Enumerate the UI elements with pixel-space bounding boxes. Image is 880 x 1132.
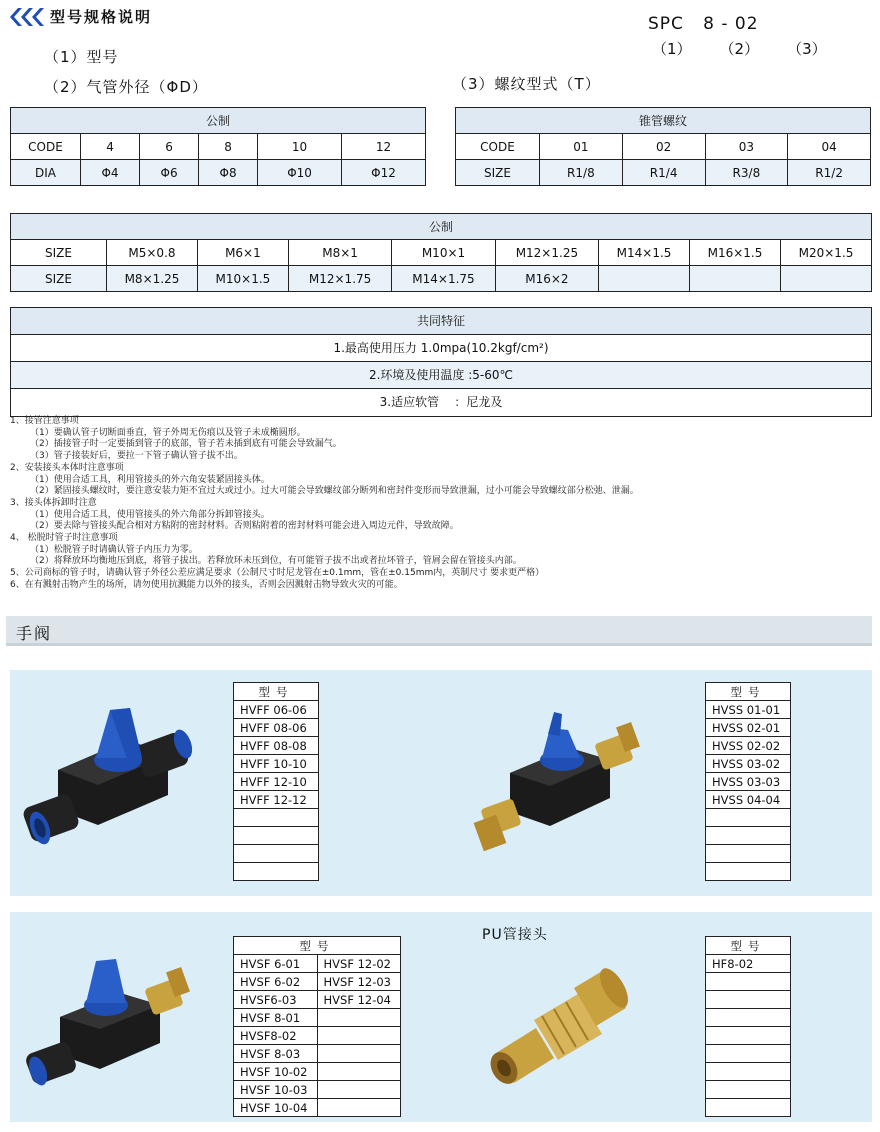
note-item: （1）使用合适工具，利用管接头的外六角安装紧固接头体。: [30, 474, 270, 485]
note-item: （2）紧固接头螺纹时，要注意安装力矩不宜过大或过小。过大可能会导致螺纹部分断列和密封件变形而导致泄漏，过小可能会导致螺纹部分松弛、泄漏。: [30, 486, 639, 497]
model-cell: HVSF 8-03: [234, 1045, 318, 1063]
pu-fitting-icon: [486, 958, 636, 1088]
model-item: （1）型号: [44, 48, 119, 66]
model-cell: [706, 1099, 791, 1117]
model-cell: HVSS 03-02: [706, 755, 791, 773]
section-title: 手阀: [16, 624, 53, 643]
model-cell: HVFF 12-10: [234, 773, 319, 791]
model-cell: HVSF 12-04: [317, 991, 401, 1009]
dia-cell: Φ8: [199, 160, 258, 186]
dia-cell: Φ4: [81, 160, 140, 186]
note-heading: 4、 松脱时管子时注意事项: [10, 533, 118, 544]
feature-hose: 3.适应软管 ：尼龙及: [379, 395, 503, 409]
model-cell: [706, 863, 791, 881]
spc-part-1: （1）: [652, 40, 692, 58]
note-heading: 3、接头体拆卸时注意: [10, 497, 97, 508]
model-cell: [317, 1027, 401, 1045]
model-header: 型号: [234, 937, 401, 955]
code-cell: 12: [342, 134, 426, 160]
feature-temperature: 2.环境及使用温度 :5-60℃: [11, 362, 871, 389]
model-cell: HVSF8-02: [234, 1027, 318, 1045]
note-item: （2）插接管子时一定要插到管子的底部，管子若未插到底有可能会导致漏气。: [30, 439, 342, 450]
model-cell: [706, 1063, 791, 1081]
thread-size-table: [10, 213, 872, 292]
model-cell: HF8-02: [706, 955, 791, 973]
size-cell: M8×1.25: [107, 266, 198, 292]
model-cell: HVSF 8-01: [234, 1009, 318, 1027]
model-cell: [706, 973, 791, 991]
size-label: SIZE: [11, 266, 107, 292]
model-cell: HVSF 12-02: [317, 955, 401, 973]
features-title: 共同特征: [11, 308, 871, 335]
code-cell: 8: [199, 134, 258, 160]
size-cell: [599, 266, 690, 292]
code-cell: 6: [140, 134, 199, 160]
model-cell: HVSS 01-01: [706, 701, 791, 719]
note-item: （2）要去除与管接头配合相对方粘附的密封材料。否则粘附着的密封材料可能会进入周边元件，导致故障。: [30, 521, 459, 532]
note-item: （1）要确认管子切断面垂直，管子外周无伤痕以及管子未成椭圆形。: [30, 427, 306, 438]
model-cell: HVSF6-03: [234, 991, 318, 1009]
model-cell: HVSS 02-01: [706, 719, 791, 737]
model-cell: HVSF 10-03: [234, 1081, 318, 1099]
size-cell: M14×1.75: [392, 266, 495, 292]
dia-cell: Φ6: [140, 160, 199, 186]
note-item: （2）将释放环均衡地压到底，将管子拔出。若释放环未压到位，有可能管子拔不出或者拉坏管子，管屑会留在管接头内部。: [30, 556, 522, 567]
model-cell: [317, 1099, 401, 1117]
tube-diameter-item: （2）气管外径（ΦD）: [44, 78, 208, 96]
model-cell: HVSF 6-02: [234, 973, 318, 991]
metric-tube-table: [10, 107, 426, 186]
taper-thread-table: [455, 107, 871, 186]
size-cell: [690, 266, 781, 292]
model-cell: [317, 1009, 401, 1027]
size-cell: M8×1: [288, 240, 391, 266]
model-cell: [706, 809, 791, 827]
metric-table-title: 公制: [11, 108, 426, 134]
size-table-title: 公制: [11, 214, 872, 240]
spc-part-2: （2）: [719, 40, 760, 58]
size-cell: R3/8: [705, 160, 788, 186]
size-cell: R1/8: [540, 160, 623, 186]
taper-table-title: 锥管螺纹: [456, 108, 871, 134]
model-cell: [706, 1045, 791, 1063]
note-heading: 5、公司商标的管子时，请确认管子外径公差应满足要求（公制尺寸时尼龙管在±0.1mm，管在±0.15mm内，英制尺寸 要求更严格）: [10, 568, 545, 579]
note-heading: 6、在有溅射击物产生的场所，请勿使用抗溅能力以外的接头，否则会因溅射击物导致火灾的可能。: [10, 579, 403, 590]
size-label: SIZE: [11, 240, 107, 266]
model-cell: HVSF 6-01: [234, 955, 318, 973]
dia-cell: Φ10: [258, 160, 342, 186]
model-cell: [317, 1045, 401, 1063]
page-title: 型号规格说明: [50, 8, 153, 26]
model-cell: [706, 1009, 791, 1027]
model-cell: HVSF 12-03: [317, 973, 401, 991]
size-cell: M10×1: [392, 240, 495, 266]
code-cell: 03: [705, 134, 788, 160]
hvsf-model-table: [233, 936, 401, 1117]
spc-model-code: SPC 8 - 02: [648, 14, 759, 34]
common-features-box: [10, 307, 872, 417]
model-cell: [317, 1081, 401, 1099]
size-cell: M20×1.5: [780, 240, 871, 266]
model-cell: HVFF 08-06: [234, 719, 319, 737]
code-cell: 10: [258, 134, 342, 160]
size-cell: M12×1.75: [288, 266, 391, 292]
size-cell: R1/4: [622, 160, 705, 186]
model-cell: [706, 845, 791, 863]
size-cell: M10×1.5: [197, 266, 288, 292]
model-cell: [706, 991, 791, 1009]
code-cell: 04: [788, 134, 871, 160]
hvff-model-table: [233, 682, 319, 881]
model-cell: HVSS 02-02: [706, 737, 791, 755]
model-cell: HVSS 03-03: [706, 773, 791, 791]
model-cell: [234, 827, 319, 845]
note-item: （1）松脱管子时请确认管子内压力为零。: [30, 544, 198, 555]
thread-type-item: （3）螺纹型式（T）: [452, 75, 601, 93]
hvff-valve-icon: [18, 700, 198, 860]
model-cell: HVSF 10-02: [234, 1063, 318, 1081]
spc-model-parts: [652, 38, 855, 59]
code-label: CODE: [11, 134, 81, 160]
note-item: （1）使用合适工具，使用管接头的外六角部分拆卸管接头。: [30, 509, 270, 520]
model-cell: [234, 863, 319, 881]
precautions-notes: [10, 416, 639, 592]
hvsf-valve-icon: [20, 955, 200, 1095]
size-label: SIZE: [456, 160, 540, 186]
size-cell: M14×1.5: [599, 240, 690, 266]
hvss-valve-icon: [470, 708, 650, 858]
pu-fitting-title: PU管接头: [482, 927, 548, 943]
size-cell: M12×1.25: [495, 240, 598, 266]
model-cell: [317, 1063, 401, 1081]
model-cell: [234, 845, 319, 863]
note-heading: 2、安装接头本体时注意事项: [10, 462, 124, 473]
note-heading: 1、接管注意事项: [10, 416, 79, 426]
model-header: 型号: [706, 937, 791, 955]
size-cell: M5×0.8: [107, 240, 198, 266]
model-cell: HVSF 10-04: [234, 1099, 318, 1117]
size-cell: [780, 266, 871, 292]
chevron-logo-icon: [8, 6, 48, 28]
model-header: 型号: [234, 683, 319, 701]
model-cell: [706, 827, 791, 845]
model-cell: [706, 1027, 791, 1045]
model-cell: [706, 1081, 791, 1099]
dia-label: DIA: [11, 160, 81, 186]
code-label: CODE: [456, 134, 540, 160]
size-cell: M16×1.5: [690, 240, 781, 266]
model-cell: HVFF 10-10: [234, 755, 319, 773]
code-cell: 01: [540, 134, 623, 160]
hvss-model-table: [705, 682, 791, 881]
code-cell: 02: [622, 134, 705, 160]
model-cell: HVSS 04-04: [706, 791, 791, 809]
feature-pressure: 1.最高使用压力 1.0mpa(10.2kgf/cm²): [11, 335, 871, 362]
code-cell: 4: [81, 134, 140, 160]
model-cell: HVFF 12-12: [234, 791, 319, 809]
size-cell: M16×2: [495, 266, 598, 292]
size-cell: M6×1: [197, 240, 288, 266]
model-cell: HVFF 06-06: [234, 701, 319, 719]
model-header: 型号: [706, 683, 791, 701]
model-cell: HVFF 08-08: [234, 737, 319, 755]
size-cell: R1/2: [788, 160, 871, 186]
dia-cell: Φ12: [342, 160, 426, 186]
note-item: （3）管子接装好后，要拉一下管子确认管子拔不出。: [30, 451, 243, 462]
pu-model-table: [705, 936, 791, 1117]
spc-part-3: （3）: [787, 40, 827, 58]
model-cell: [234, 809, 319, 827]
section-bar: [6, 616, 872, 646]
